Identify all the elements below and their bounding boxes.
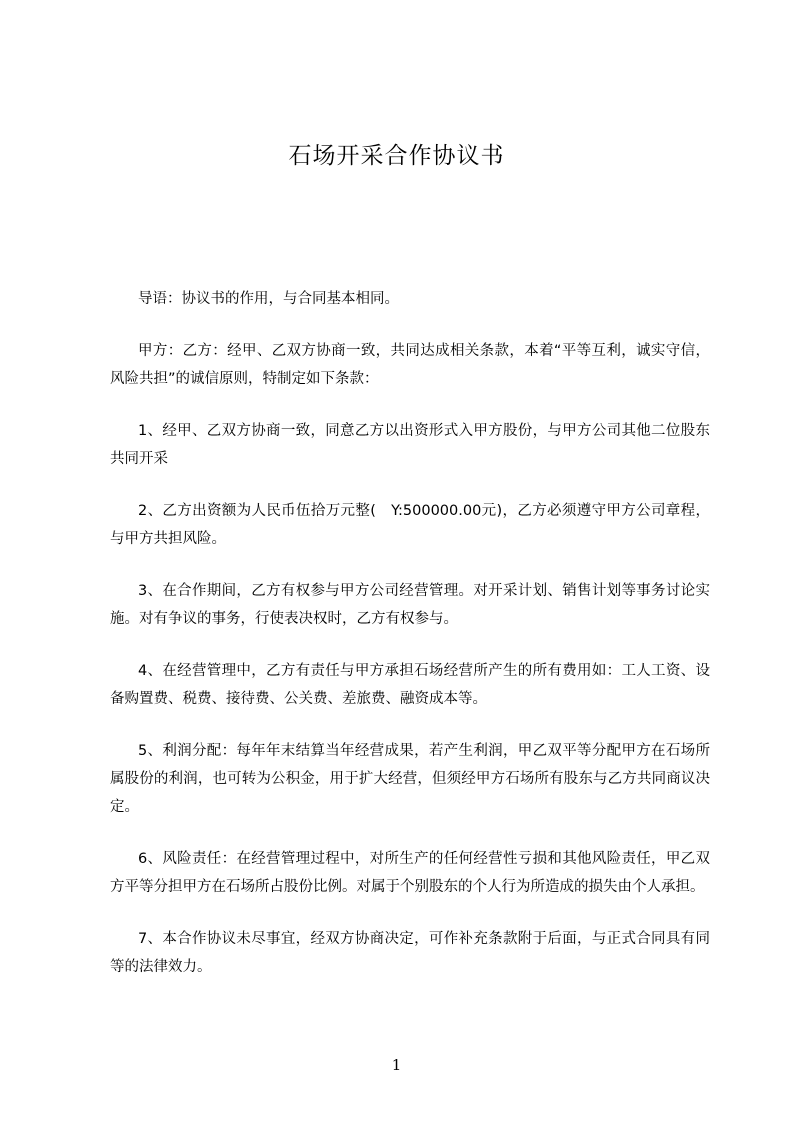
page-number: 1 (391, 1056, 402, 1074)
clause-2: 2、乙方出资额为人民币伍拾万元整( Y:500000.00元)，乙方必须遵守甲方公司章程，与甲方共担风险。 (110, 503, 710, 547)
intro-paragraph: 导语：协议书的作用，与合同基本相同。 (138, 291, 399, 307)
parties-paragraph: 甲方：乙方：经甲、乙双方协商一致，共同达成相关条款，本着“平等互利，诚实守信，风险共担”的诚信原则，特制定如下条款： (110, 343, 710, 387)
clause-5: 5、利润分配：每年年末结算当年经营成果，若产生利润，甲乙双平等分配甲方在石场所属股份的利润，也可转为公积金，用于扩大经营，但须经甲方石场所有股东与乙方共同商议决定。 (110, 743, 710, 815)
clause-6: 6、风险责任：在经营管理过程中，对所生产的任何经营性亏损和其他风险责任，甲乙双方平等分担甲方在石场所占股份比例。对属于个别股东的个人行为所造成的损失由个人承担。 (110, 851, 710, 895)
clause-3: 3、在合作期间，乙方有权参与甲方公司经营管理。对开采计划、销售计划等事务讨论实施。对有争议的事务，行使表决权时，乙方有权参与。 (110, 583, 710, 627)
clause-7: 7、本合作协议未尽事宜，经双方协商决定，可作补充条款附于后面，与正式合同具有同等的法律效力。 (110, 931, 710, 975)
clause-4: 4、在经营管理中，乙方有责任与甲方承担石场经营所产生的所有费用如：工人工资、设备购置费、税费、接待费、公关费、差旅费、融资成本等。 (110, 663, 710, 707)
clause-1: 1、经甲、乙双方协商一致，同意乙方以出资形式入甲方股份，与甲方公司其他二位股东共同开采 (110, 423, 710, 467)
document-body (110, 285, 710, 1005)
document-title: 石场开采合作协议书 (288, 143, 505, 169)
